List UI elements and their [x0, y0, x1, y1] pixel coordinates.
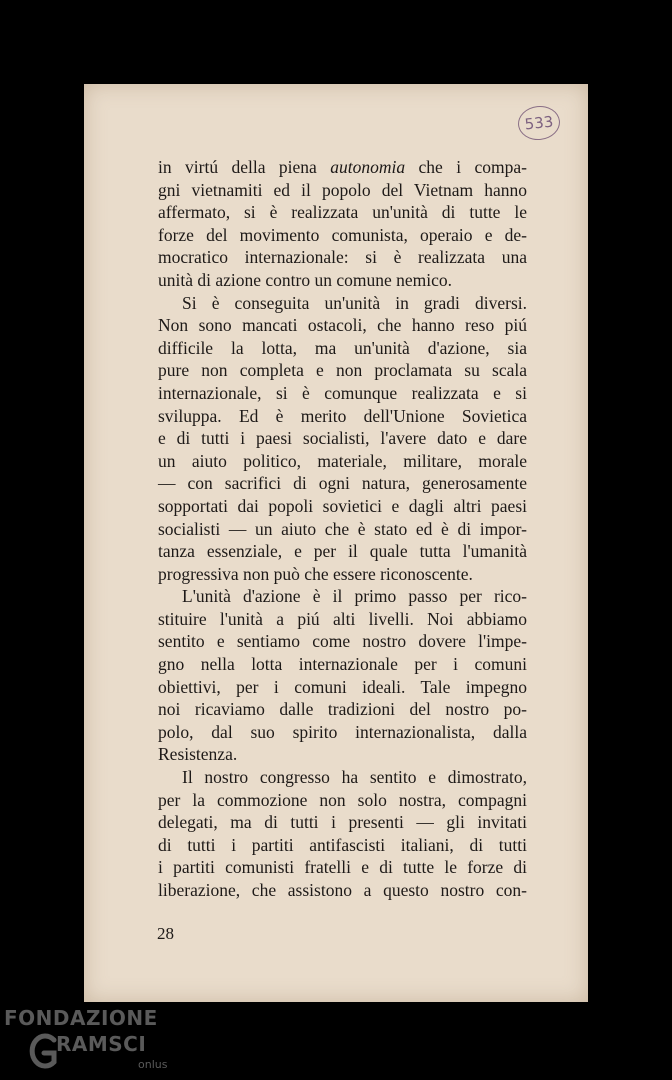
page-number: 28	[157, 924, 174, 943]
text-line: in virtú della piena autonomia che i compa-	[158, 157, 527, 177]
text-line: noi ricaviamo dalle tradizioni del nostro po-	[158, 699, 527, 720]
text-line: obiettivi, per i comuni ideali. Tale impegno	[158, 676, 527, 697]
text-line: gno nella lotta internazionale per i comuni	[158, 654, 527, 675]
watermark-title: FONDAZIONE	[4, 1006, 158, 1030]
text-line: gni vietnamiti ed il popolo del Vietnam hanno	[158, 179, 527, 200]
text-line: stituire l'unità a piú alti livelli. Noi abbiamo	[158, 608, 527, 629]
text-line: socialisti — un aiuto che è stato ed è di impor-	[158, 518, 527, 539]
text-line: tanza essenziale, e per il quale tutta l'umanità	[158, 541, 527, 562]
fondazione-gramsci-watermark	[4, 1006, 174, 1080]
text-line: di tutti i partiti antifascisti italiani, di tutti	[158, 834, 527, 855]
watermark-subtitle: RAMSCI	[56, 1032, 147, 1056]
text-line: liberazione, che assistono a questo nostro con-	[158, 880, 527, 900]
text-line: difficile la lotta, ma un'unità d'azione, sia	[158, 337, 527, 358]
text-line: L'unità d'azione è il primo passo per rico-	[182, 586, 527, 607]
text-line: un aiuto politico, materiale, militare, morale	[158, 450, 527, 471]
text-line: i partiti comunisti fratelli e di tutte le forze di	[158, 857, 527, 878]
text-line: Non sono mancati ostacoli, che hanno reso piú	[158, 315, 527, 336]
body-text	[158, 156, 527, 902]
text-line: internazionale, si è comunque realizzata e si	[158, 382, 527, 403]
text-line: — con sacrifici di ogni natura, generosamente	[158, 473, 527, 494]
text-line: mocratico internazionale: si è realizzata una	[158, 247, 527, 268]
text-line: Resistenza.	[158, 744, 238, 765]
text-line: e di tutti i paesi socialisti, l'avere dato e dare	[158, 428, 527, 449]
text-line: polo, dal suo spirito internazionalista, dalla	[158, 721, 527, 742]
watermark-onlus: onlus	[138, 1058, 168, 1071]
handwritten-page-annotation: 533	[516, 104, 561, 142]
text-line: unità di azione contro un comune nemico.	[158, 269, 453, 290]
text-line: delegati, ma di tutti i presenti — gli invitati	[158, 812, 527, 833]
text-line: sopportati dai popoli sovietici e dagli altri paesi	[158, 495, 527, 516]
text-line: per la commozione non solo nostra, compagni	[158, 789, 527, 810]
text-line: forze del movimento comunista, operaio e de-	[158, 224, 527, 245]
text-line: pure non completa e non proclamata su scala	[158, 360, 527, 381]
gramsci-g-logo-icon	[28, 1030, 58, 1074]
text-line: progressiva non può che essere riconoscente.	[158, 563, 473, 584]
text-line: affermato, si è realizzata un'unità di tutte le	[158, 202, 527, 223]
text-line: Si è conseguita un'unità in gradi diversi.	[182, 292, 527, 313]
scanned-book-page	[84, 84, 588, 1002]
text-line: sentito e sentiamo come nostro dovere l'impe-	[158, 631, 527, 652]
text-line: sviluppa. Ed è merito dell'Unione Sovietica	[158, 405, 527, 426]
text-line: Il nostro congresso ha sentito e dimostrato,	[182, 767, 527, 788]
